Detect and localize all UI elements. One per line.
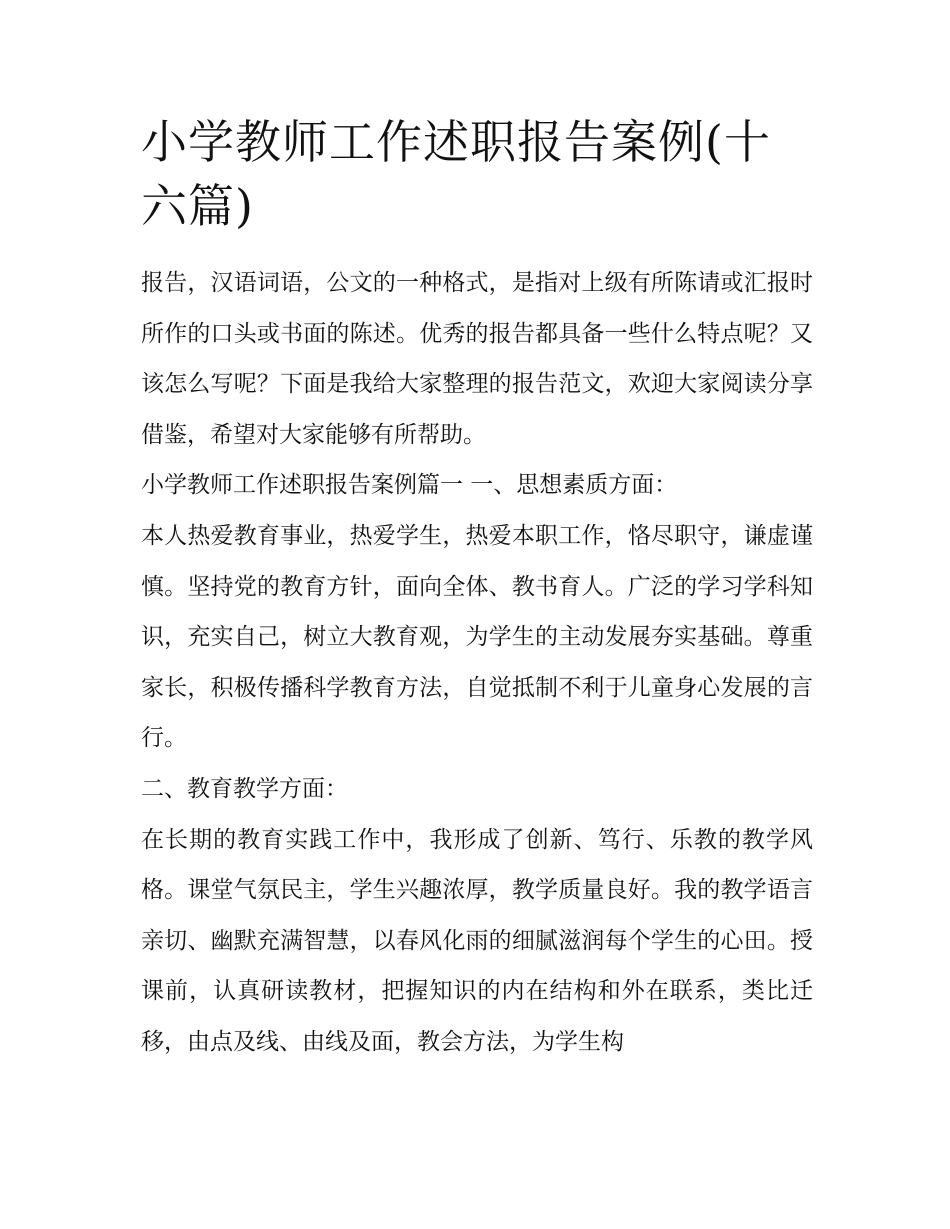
- section-2-paragraph: 在长期的教育实践工作中，我形成了创新、笃行、乐教的教学风格。课堂气氛民主，学生兴趣浓厚，教学质量良好。我的教学语言亲切、幽默充满智慧，以春风化雨的细腻滋润每个学生的心田。授课前，认真研读教材，把握知识的内在结构和外在联系，类比迁移，由点及线、由线及面，教会方法，为学生构: [141, 826, 813, 1055]
- section-1-heading: 小学教师工作述职报告案例篇一 一、思想素质方面：: [141, 472, 678, 499]
- document-page: [141, 110, 813, 1068]
- section-2-heading: 二、教育教学方面：: [141, 775, 348, 802]
- intro-paragraph: 报告，汉语词语，公文的一种格式，是指对上级有所陈请或汇报时所作的口头或书面的陈述。优秀的报告都具备一些什么特点呢？又该怎么写呢？下面是我给大家整理的报告范文，欢迎大家阅读分享借鉴，希望对大家能够有所帮助。: [141, 270, 813, 448]
- document-title: 小学教师工作述职报告案例(十六篇): [141, 115, 771, 233]
- section-1-paragraph: 本人热爱教育事业，热爱学生，热爱本职工作，恪尽职守，谦虚谨慎。坚持党的教育方针，面向全体、教书育人。广泛的学习学科知识，充实自己，树立大教育观，为学生的主动发展夯实基础。尊重家长，积极传播科学教育方法，自觉抵制不利于儿童身心发展的言行。: [141, 522, 813, 752]
